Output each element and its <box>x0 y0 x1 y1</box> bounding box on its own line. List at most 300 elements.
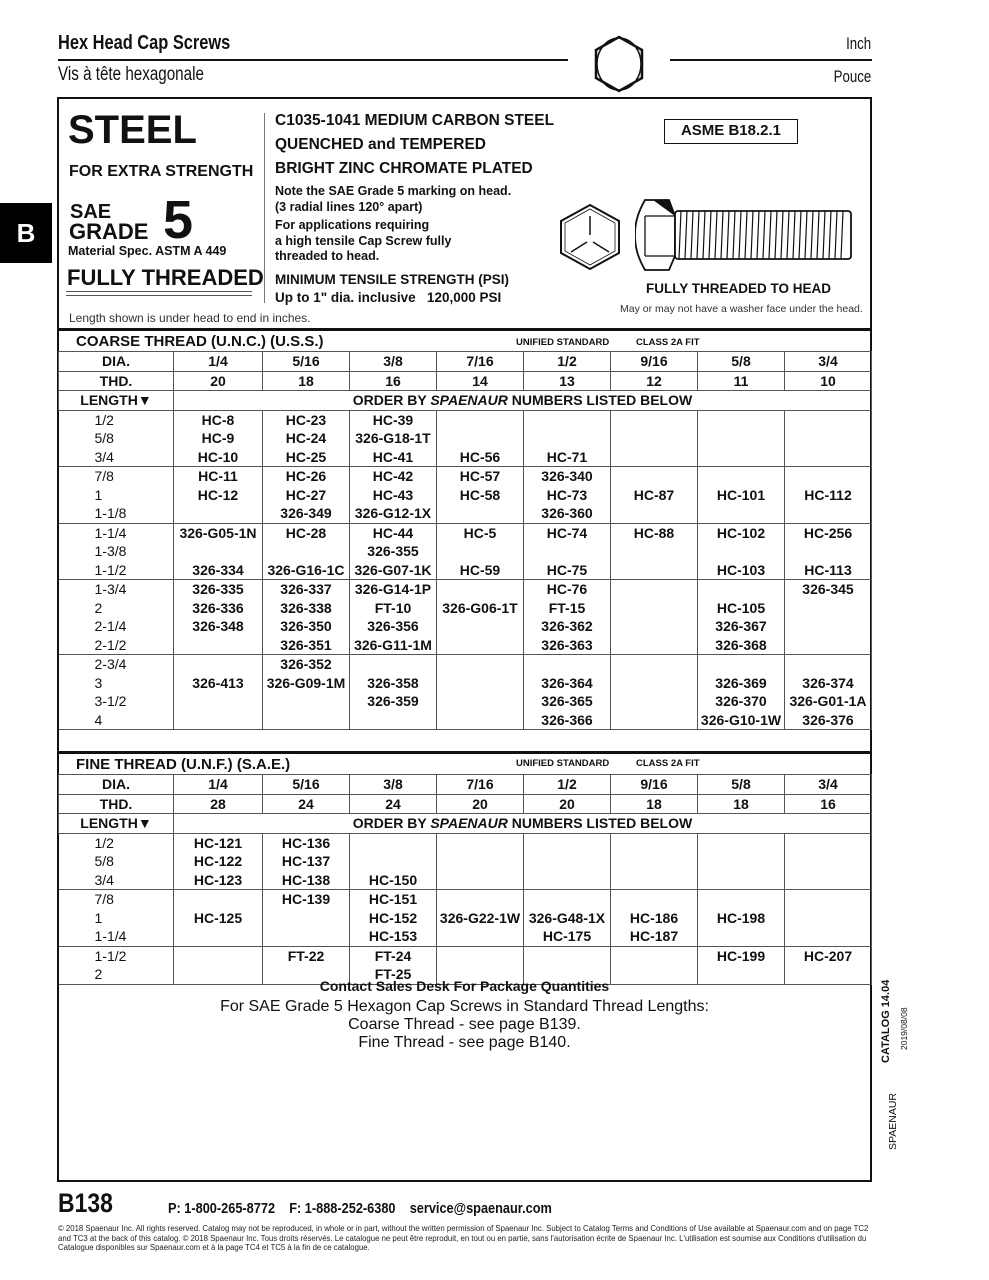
diameter-cell: 3/4 <box>785 352 872 372</box>
catalog-date: 2019/08/08 <box>899 1007 909 1050</box>
footer-contact <box>168 1200 552 1217</box>
part-number[interactable]: 326-G09-1M <box>266 674 346 691</box>
part-number[interactable]: HC-57 <box>459 468 501 484</box>
part-number-cell <box>611 410 698 467</box>
thread-cell: 16 <box>785 794 872 814</box>
part-number[interactable]: 326-334 <box>192 561 244 578</box>
part-number[interactable]: FT-24 <box>374 947 412 964</box>
part-number <box>698 852 784 871</box>
part-number[interactable]: 326-G10-1W <box>700 711 782 728</box>
legal-notice: © 2018 Spaenaur Inc. All rights reserved. Catalog may not be reproduced, in whole or in part, without the written permission of Spaenaur Inc. Subject to Catalog Terms and Conditions of Use available at Spaenaur.com and on page TC2 and TC3 at the back of this catalog. © 2018 Spaenaur Inc. Tous droits réservés. Le catalogue ne peut être reproduit, en tout ou en partie, sans l'autorisation écrite de Spaenaur Inc. L'utilisation est soumise aux Conditions d'utilisation du Catalogue disponibles sur Spaenaur.com et à la page TC4 et TC5 à la fin de ce catalogue. <box>58 1224 869 1252</box>
thread-cell: 20 <box>437 794 524 814</box>
part-number <box>785 617 871 636</box>
part-number[interactable]: HC-186 <box>629 909 679 926</box>
part-number[interactable]: HC-71 <box>546 448 588 465</box>
thread-cell: 13 <box>524 371 611 391</box>
part-number <box>437 711 523 730</box>
part-number[interactable]: 326-355 <box>367 543 419 559</box>
part-number[interactable]: 326-413 <box>192 674 244 691</box>
length-value: 2-1/4 <box>94 618 127 634</box>
part-number <box>174 947 262 966</box>
part-number-cell <box>785 890 872 947</box>
part-number[interactable]: 326-336 <box>192 599 244 616</box>
length-value: 3 <box>94 674 103 691</box>
part-number[interactable]: HC-75 <box>546 561 588 578</box>
part-number[interactable]: HC-73 <box>546 486 588 503</box>
part-number[interactable]: HC-121 <box>193 834 243 851</box>
diameter-cell: 3/8 <box>350 352 437 372</box>
hexagon-icon <box>592 35 646 93</box>
part-number-cell <box>350 410 437 467</box>
part-number[interactable]: HC-153 <box>368 928 418 944</box>
part-number-cell <box>611 580 698 655</box>
length-value: 1-1/4 <box>94 928 127 944</box>
length-cell <box>59 655 174 730</box>
part-number[interactable]: HC-5 <box>463 524 497 541</box>
brand-name: SPAENAUR <box>430 392 508 408</box>
fine-title: FINE THREAD (U.N.F.) (S.A.E.) <box>76 756 291 773</box>
steel-type: C1035-1041 MEDIUM CARBON STEEL <box>275 112 555 129</box>
part-number <box>174 655 262 674</box>
part-number <box>174 927 262 946</box>
part-number[interactable]: HC-102 <box>716 524 766 541</box>
length-value: 7/8 <box>94 891 114 907</box>
part-number-cell <box>698 655 785 730</box>
part-number-cell <box>174 467 263 524</box>
diameter-row <box>59 352 872 372</box>
part-number <box>524 947 610 966</box>
length-cell <box>59 580 174 655</box>
part-number[interactable]: 326-363 <box>541 636 593 653</box>
part-number[interactable]: HC-23 <box>285 411 327 428</box>
part-number-cell <box>611 833 698 890</box>
thd-label: THD. <box>59 794 174 814</box>
part-number <box>611 429 697 448</box>
part-number[interactable]: HC-74 <box>546 524 588 541</box>
part-number <box>698 504 784 523</box>
part-number <box>698 655 784 674</box>
part-number[interactable]: 326-358 <box>367 674 419 691</box>
part-number <box>611 711 697 730</box>
contact-note: Contact Sales Desk For Package Quantities <box>319 978 610 994</box>
part-number-cell <box>350 833 437 890</box>
page-title: Hex Head Cap Screws <box>58 32 231 54</box>
thread-cell: 20 <box>524 794 611 814</box>
part-number-cell <box>437 890 524 947</box>
part-number[interactable]: 326-G16-1C <box>267 561 345 578</box>
length-group-row <box>59 580 872 655</box>
bolt-side-view-icon <box>635 196 857 274</box>
part-number[interactable]: 326-362 <box>541 618 593 634</box>
part-number <box>785 871 871 890</box>
part-number[interactable]: 326-376 <box>802 711 854 728</box>
diameter-cell: 5/16 <box>263 352 350 372</box>
section-tab: B <box>0 203 52 263</box>
part-number <box>785 852 871 871</box>
part-number[interactable]: HC-12 <box>197 486 239 503</box>
part-number <box>524 542 610 561</box>
thread-cell: 18 <box>611 794 698 814</box>
part-number <box>524 852 610 871</box>
coarse-thread-table <box>58 351 872 730</box>
part-number-cell <box>437 523 524 580</box>
coarse-fit: CLASS 2A FIT <box>636 337 700 348</box>
part-number-cell <box>437 833 524 890</box>
part-number[interactable]: HC-207 <box>803 947 853 964</box>
coarse-standard: UNIFIED STANDARD <box>516 337 610 348</box>
part-number[interactable]: 326-360 <box>541 505 593 521</box>
part-number[interactable]: HC-44 <box>372 524 414 541</box>
part-number-cell <box>263 410 350 467</box>
part-number-cell <box>263 467 350 524</box>
part-number-cell <box>263 523 350 580</box>
part-number-cell <box>698 523 785 580</box>
part-number <box>611 448 697 467</box>
part-number <box>263 927 349 946</box>
thread-cell: 24 <box>350 794 437 814</box>
page-number: B138 <box>58 1188 113 1218</box>
part-number-cell <box>524 580 611 655</box>
part-number[interactable]: HC-25 <box>285 448 327 465</box>
divider <box>264 113 265 303</box>
part-number <box>263 692 349 711</box>
length-group-row <box>59 833 872 890</box>
part-number[interactable]: HC-87 <box>633 486 675 503</box>
part-number[interactable]: 326-348 <box>192 618 244 634</box>
part-number[interactable]: 326-352 <box>280 656 332 672</box>
part-number[interactable]: 326-G06-1T <box>442 599 518 616</box>
fine-thread-table <box>58 774 872 985</box>
part-number[interactable]: 326-364 <box>541 674 593 691</box>
part-number-cell <box>785 523 872 580</box>
unit-label: Inch <box>845 34 871 53</box>
part-number-cell <box>611 890 698 947</box>
part-number-cell <box>174 655 263 730</box>
part-number[interactable]: 326-349 <box>280 505 332 521</box>
catalog-version: CATALOG 14.04 <box>880 979 892 1063</box>
part-number <box>437 947 523 966</box>
length-group-row <box>59 523 872 580</box>
part-number <box>524 429 610 448</box>
part-number <box>611 655 697 674</box>
part-number-cell <box>524 467 611 524</box>
part-number <box>350 852 436 871</box>
part-number[interactable]: 326-G05-1N <box>179 524 257 541</box>
standard-badge: ASME B18.2.1 <box>664 119 798 144</box>
part-number[interactable]: HC-27 <box>285 486 327 503</box>
length-value: 1-3/4 <box>94 581 127 597</box>
part-number[interactable]: 326-G48-1X <box>528 909 606 926</box>
diameter-cell: 1/2 <box>524 775 611 795</box>
part-number <box>611 890 697 909</box>
part-number[interactable]: HC-113 <box>804 561 852 578</box>
length-value: 1-3/8 <box>94 543 127 559</box>
part-number[interactable]: HC-8 <box>201 411 235 428</box>
part-number[interactable]: HC-256 <box>803 524 853 541</box>
part-number <box>785 599 871 618</box>
part-number <box>785 909 871 928</box>
thread-cell: 28 <box>174 794 263 814</box>
diameter-cell: 1/2 <box>524 352 611 372</box>
diameter-cell: 9/16 <box>611 775 698 795</box>
part-number[interactable]: 326-368 <box>715 636 767 653</box>
part-number <box>437 871 523 890</box>
part-number[interactable]: HC-136 <box>281 834 331 851</box>
length-value: 1/2 <box>94 834 114 851</box>
part-number[interactable]: HC-9 <box>201 430 235 446</box>
part-number[interactable]: HC-42 <box>372 468 414 484</box>
part-number <box>437 674 523 693</box>
length-cell <box>59 523 174 580</box>
length-value: 2-1/2 <box>94 636 127 653</box>
part-number <box>698 580 784 599</box>
part-number[interactable]: HC-11 <box>198 468 238 484</box>
part-number[interactable]: 326-369 <box>715 674 767 691</box>
email-link[interactable]: service@spaenaur.com <box>409 1200 552 1217</box>
part-number <box>785 467 871 486</box>
part-number[interactable]: 326-374 <box>802 674 854 691</box>
diameter-cell: 3/4 <box>785 775 872 795</box>
part-number <box>437 411 523 430</box>
part-number[interactable]: 326-338 <box>280 599 332 616</box>
thread-type: FULLY THREADED <box>67 265 264 290</box>
part-number <box>698 467 784 486</box>
length-value: 7/8 <box>94 468 114 484</box>
length-value: 2-3/4 <box>94 656 127 672</box>
part-number[interactable]: HC-101 <box>716 486 766 503</box>
part-number[interactable]: 326-359 <box>367 693 419 709</box>
part-number[interactable]: 326-356 <box>367 618 419 634</box>
part-number[interactable]: HC-198 <box>716 909 766 926</box>
tensile-label: MINIMUM TENSILE STRENGTH (PSI) <box>275 272 509 287</box>
length-label: LENGTH▼ <box>59 391 174 411</box>
length-value: 3/4 <box>94 448 114 465</box>
part-number[interactable]: HC-112 <box>804 486 852 503</box>
part-number-cell <box>174 833 263 890</box>
part-number[interactable]: 326-370 <box>715 693 767 709</box>
part-number <box>611 636 697 655</box>
length-value: 1-1/2 <box>94 561 127 578</box>
thread-cell: 10 <box>785 371 872 391</box>
length-value: 4 <box>94 711 103 728</box>
part-number-cell <box>263 580 350 655</box>
part-number[interactable]: HC-43 <box>372 486 414 503</box>
part-number <box>698 542 784 561</box>
part-number[interactable]: HC-199 <box>716 947 766 964</box>
part-number[interactable]: HC-125 <box>193 909 243 926</box>
part-number <box>437 617 523 636</box>
part-number[interactable]: HC-175 <box>542 928 592 944</box>
part-number <box>785 927 871 946</box>
part-number[interactable]: HC-105 <box>716 599 766 616</box>
part-number[interactable]: HC-26 <box>285 468 327 484</box>
note-application: For applications requiring <box>275 218 430 232</box>
part-number <box>611 674 697 693</box>
part-number[interactable]: HC-152 <box>368 909 418 926</box>
part-number <box>698 429 784 448</box>
part-number-cell <box>785 467 872 524</box>
length-group-row <box>59 890 872 947</box>
part-number <box>263 542 349 561</box>
fine-reference-link[interactable]: Fine Thread - see page B140. <box>358 1034 571 1051</box>
part-number-cell <box>698 833 785 890</box>
part-number-cell <box>698 410 785 467</box>
part-number[interactable]: HC-59 <box>459 561 501 578</box>
part-number <box>350 834 436 853</box>
part-number-cell <box>263 833 350 890</box>
part-number[interactable]: 326-G18-1T <box>355 430 431 446</box>
length-cell <box>59 467 174 524</box>
part-number[interactable]: HC-139 <box>281 891 331 907</box>
part-number <box>611 542 697 561</box>
part-number[interactable]: 326-G11-1M <box>354 636 432 653</box>
part-number[interactable]: HC-122 <box>193 853 243 869</box>
part-number[interactable]: HC-41 <box>372 448 414 465</box>
part-number <box>437 927 523 946</box>
part-number[interactable]: HC-138 <box>281 871 331 888</box>
part-number-cell <box>698 890 785 947</box>
part-number <box>611 871 697 890</box>
purpose-text: FOR EXTRA STRENGTH <box>69 163 254 180</box>
section-divider <box>58 751 871 754</box>
thread-row <box>59 794 872 814</box>
part-number <box>611 411 697 430</box>
part-number[interactable]: 326-367 <box>715 618 767 634</box>
part-number[interactable]: 326-345 <box>802 581 854 597</box>
part-number[interactable]: HC-150 <box>368 871 418 888</box>
header-rule-left <box>58 59 568 61</box>
part-number-cell <box>785 580 872 655</box>
part-number[interactable]: FT-22 <box>287 947 325 964</box>
part-number <box>698 871 784 890</box>
diameter-cell: 9/16 <box>611 352 698 372</box>
page-subtitle: Vis à tête hexagonale <box>58 64 204 85</box>
part-number-cell <box>174 890 263 947</box>
part-number[interactable]: FT-25 <box>374 966 412 982</box>
part-number[interactable]: 326-G01-1A <box>789 693 867 709</box>
thread-row <box>59 371 872 391</box>
length-value: 1-1/4 <box>94 524 127 541</box>
part-number-cell <box>785 655 872 730</box>
coarse-reference-link[interactable]: Coarse Thread - see page B139. <box>348 1016 581 1033</box>
length-cell <box>59 890 174 947</box>
phone-number[interactable]: P: 1-800-265-8772 <box>168 1200 276 1217</box>
length-value: 1 <box>94 486 103 503</box>
material-spec: Material Spec. ASTM A 449 <box>68 244 227 258</box>
part-number[interactable]: HC-137 <box>281 853 331 869</box>
part-number <box>524 871 610 890</box>
part-number[interactable]: HC-88 <box>633 524 675 541</box>
part-number[interactable]: HC-187 <box>629 928 679 944</box>
part-number-cell <box>350 523 437 580</box>
part-number-cell <box>611 655 698 730</box>
thd-label: THD. <box>59 371 174 391</box>
part-number <box>611 504 697 523</box>
part-number <box>611 580 697 599</box>
part-number <box>611 467 697 486</box>
length-group-row <box>59 410 872 467</box>
part-number[interactable]: FT-10 <box>374 599 412 616</box>
part-number <box>785 448 871 467</box>
part-number[interactable]: 326-G07-1K <box>354 561 432 578</box>
length-value: 1-1/8 <box>94 505 127 521</box>
part-number[interactable]: HC-123 <box>193 871 243 888</box>
diameter-row <box>59 775 872 795</box>
part-number[interactable]: 326-335 <box>192 581 244 597</box>
part-number[interactable]: HC-56 <box>459 448 501 465</box>
order-instruction: ORDER BY SPAENAUR NUMBERS LISTED BELOW <box>174 391 872 411</box>
thread-cell: 14 <box>437 371 524 391</box>
part-number <box>437 636 523 655</box>
diameter-cell: 3/8 <box>350 775 437 795</box>
dia-label: DIA. <box>59 352 174 372</box>
part-number[interactable]: 326-340 <box>541 468 593 484</box>
part-number[interactable]: HC-76 <box>546 581 588 597</box>
header-rule-right <box>670 59 872 61</box>
fax-number: F: 1-888-252-6380 <box>289 1200 396 1217</box>
part-number[interactable]: 326-351 <box>280 636 332 653</box>
part-number[interactable]: 326-365 <box>541 693 593 709</box>
part-number[interactable]: 326-337 <box>280 581 332 597</box>
part-number[interactable]: HC-103 <box>716 561 766 578</box>
part-number <box>611 599 697 618</box>
length-value: 2 <box>94 599 103 616</box>
part-number[interactable]: HC-10 <box>197 448 239 465</box>
part-number[interactable]: 326-366 <box>541 711 593 728</box>
part-number[interactable]: HC-39 <box>372 411 414 428</box>
part-number[interactable]: FT-15 <box>548 599 586 616</box>
part-number <box>611 834 697 853</box>
note-marking: Note the SAE Grade 5 marking on head. <box>275 184 512 198</box>
part-number[interactable]: HC-24 <box>285 430 327 446</box>
part-number[interactable]: 326-G22-1W <box>439 909 521 926</box>
part-number <box>174 890 262 909</box>
part-number[interactable]: HC-28 <box>285 524 327 541</box>
part-number-cell <box>437 655 524 730</box>
diameter-cell: 7/16 <box>437 352 524 372</box>
part-number <box>263 909 349 928</box>
thread-cell: 18 <box>698 794 785 814</box>
coarse-title: COARSE THREAD (U.N.C.) (U.S.S.) <box>76 333 324 350</box>
underline <box>66 291 252 292</box>
part-number[interactable]: 326-G12-1X <box>354 505 432 521</box>
brand-name: SPAENAUR <box>430 815 508 831</box>
part-number <box>350 655 436 674</box>
order-instruction: ORDER BY SPAENAUR NUMBERS LISTED BELOW <box>174 814 872 834</box>
part-number <box>524 834 610 853</box>
part-number[interactable]: HC-58 <box>459 486 501 503</box>
part-number <box>785 890 871 909</box>
part-number-cell <box>698 467 785 524</box>
length-cell <box>59 410 174 467</box>
diameter-cell: 1/4 <box>174 775 263 795</box>
length-cell <box>59 833 174 890</box>
part-number[interactable]: 326-350 <box>280 618 332 634</box>
fine-fit: CLASS 2A FIT <box>636 758 700 769</box>
length-value: 3-1/2 <box>94 693 127 709</box>
part-number <box>174 692 262 711</box>
part-number[interactable]: HC-151 <box>368 891 418 907</box>
part-number-cell <box>524 655 611 730</box>
part-number <box>174 711 262 730</box>
order-header-row <box>59 391 872 411</box>
part-number <box>611 692 697 711</box>
part-number <box>698 411 784 430</box>
diameter-cell: 5/16 <box>263 775 350 795</box>
part-number[interactable]: 326-G14-1P <box>354 581 432 597</box>
sae-label: SAE <box>70 201 112 223</box>
treatment: QUENCHED and TEMPERED <box>275 136 486 153</box>
